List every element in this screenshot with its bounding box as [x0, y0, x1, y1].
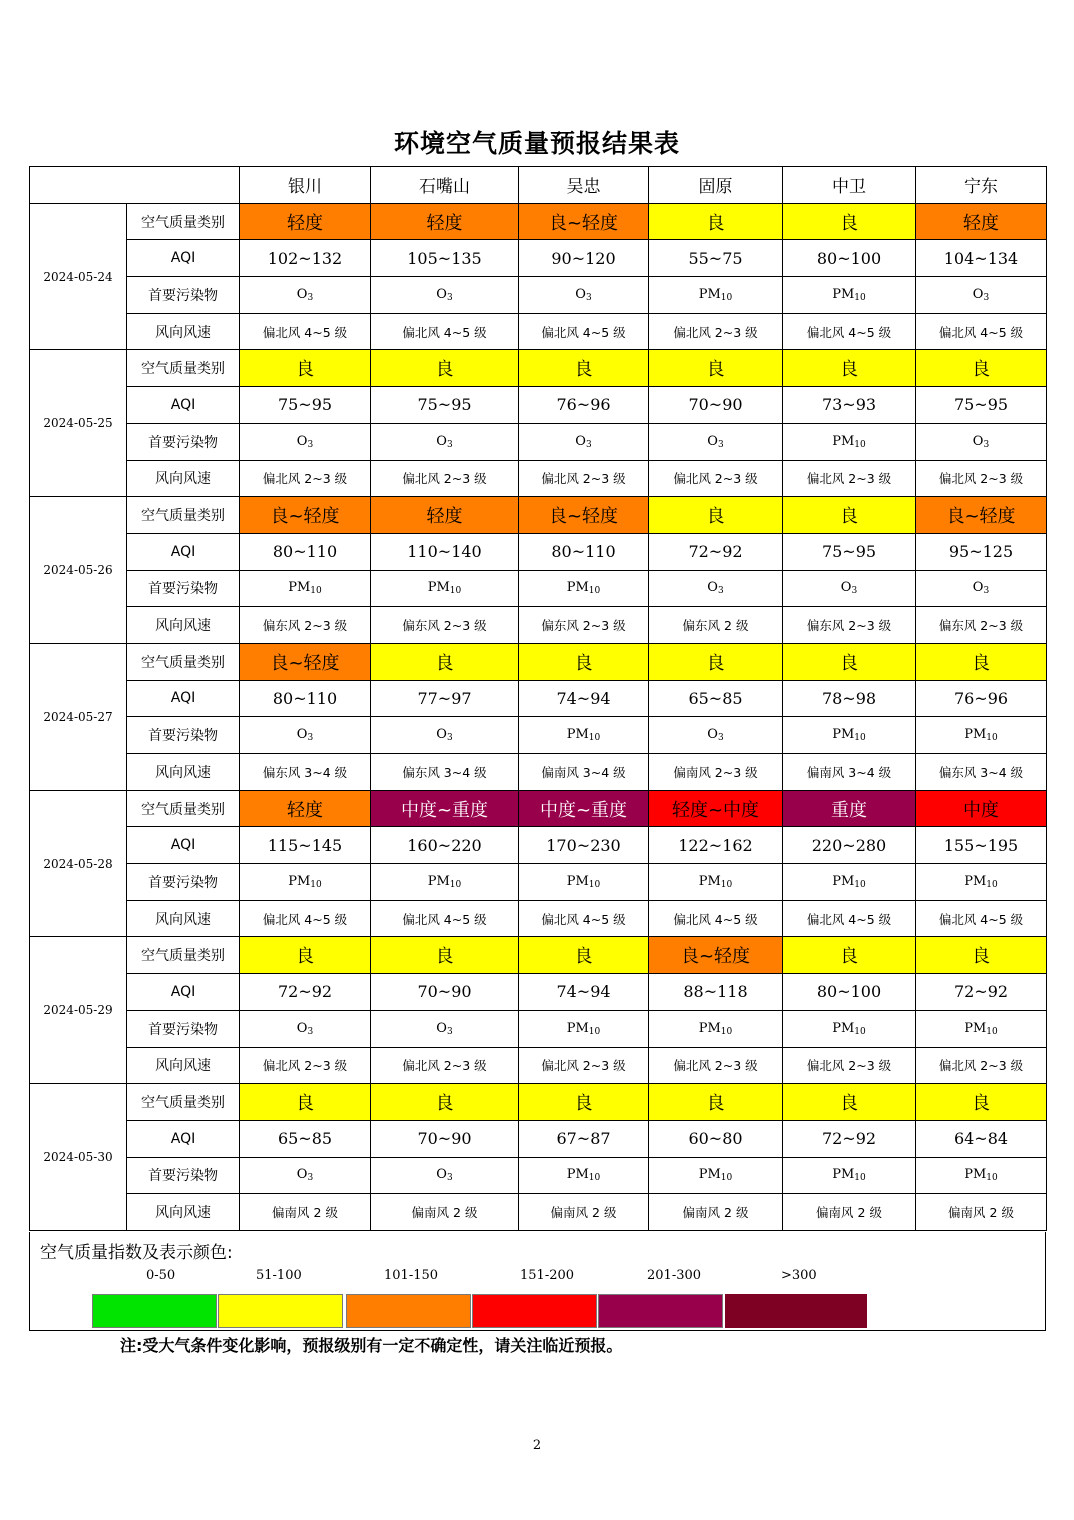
aqi-category-cell: 良 — [649, 643, 783, 680]
aqi-category-cell: 良 — [916, 350, 1047, 387]
aqi-value-cell: 75~95 — [783, 533, 916, 570]
row-label-category: 空气质量类别 — [127, 790, 240, 827]
pollutant-cell: $O_3$ — [649, 717, 783, 754]
pollutant-cell: $PM_{10}$ — [519, 1157, 649, 1194]
row-label-aqi: AQI — [127, 533, 240, 570]
table-row — [30, 754, 1047, 791]
aqi-legend — [29, 1232, 1046, 1331]
pollutant-cell: $PM_{10}$ — [519, 717, 649, 754]
forecast-table — [29, 166, 1047, 1231]
aqi-category-cell: 良 — [916, 937, 1047, 974]
pollutant-cell: $O_3$ — [649, 570, 783, 607]
table-row — [30, 533, 1047, 570]
legend-color-swatch — [598, 1294, 723, 1328]
pollutant-cell: $PM_{10}$ — [783, 717, 916, 754]
wind-cell: 偏北风 4~5 级 — [371, 313, 519, 350]
aqi-value-cell: 70~90 — [371, 1120, 519, 1157]
aqi-value-cell: 80~100 — [783, 974, 916, 1011]
aqi-category-cell: 良 — [783, 203, 916, 240]
table-row — [30, 643, 1047, 680]
aqi-category-cell: 良 — [240, 350, 371, 387]
row-label-category: 空气质量类别 — [127, 937, 240, 974]
row-label-wind: 风向风速 — [127, 754, 240, 791]
table-row — [30, 607, 1047, 644]
legend-color-swatch — [92, 1294, 217, 1328]
wind-cell: 偏北风 2~3 级 — [371, 1047, 519, 1084]
aqi-category-cell: 良 — [783, 643, 916, 680]
aqi-category-cell: 中度~重度 — [519, 790, 649, 827]
wind-cell: 偏东风 3~4 级 — [371, 754, 519, 791]
forecast-date: 2024-05-29 — [30, 937, 127, 1084]
aqi-category-cell: 轻度 — [371, 203, 519, 240]
pollutant-cell: $PM_{10}$ — [649, 864, 783, 901]
legend-range-label: 101-150 — [384, 1268, 439, 1283]
city-header: 中卫 — [783, 167, 916, 204]
aqi-value-cell: 78~98 — [783, 680, 916, 717]
wind-cell: 偏南风 3~4 级 — [783, 754, 916, 791]
row-label-pollutant: 首要污染物 — [127, 277, 240, 314]
wind-cell: 偏南风 2 级 — [916, 1194, 1047, 1231]
aqi-value-cell: 64~84 — [916, 1120, 1047, 1157]
aqi-category-cell: 良~轻度 — [916, 497, 1047, 534]
table-row — [30, 460, 1047, 497]
row-label-aqi: AQI — [127, 240, 240, 277]
pollutant-cell: $O_3$ — [649, 423, 783, 460]
aqi-value-cell: 60~80 — [649, 1120, 783, 1157]
aqi-category-cell: 重度 — [783, 790, 916, 827]
pollutant-cell: $O_3$ — [240, 1010, 371, 1047]
aqi-category-cell: 良 — [916, 1084, 1047, 1121]
row-label-aqi: AQI — [127, 974, 240, 1011]
table-row — [30, 313, 1047, 350]
aqi-value-cell: 67~87 — [519, 1120, 649, 1157]
pollutant-cell: $O_3$ — [371, 277, 519, 314]
table-row — [30, 1194, 1047, 1231]
pollutant-cell: $O_3$ — [371, 423, 519, 460]
aqi-value-cell: 220~280 — [783, 827, 916, 864]
wind-cell: 偏北风 2~3 级 — [649, 1047, 783, 1084]
wind-cell: 偏东风 2~3 级 — [371, 607, 519, 644]
aqi-category-cell: 良 — [240, 1084, 371, 1121]
pollutant-cell: $PM_{10}$ — [916, 864, 1047, 901]
table-row — [30, 790, 1047, 827]
legend-color-swatch — [218, 1294, 343, 1328]
wind-cell: 偏北风 2~3 级 — [519, 1047, 649, 1084]
table-row — [30, 497, 1047, 534]
city-header: 吴忠 — [519, 167, 649, 204]
row-label-wind: 风向风速 — [127, 313, 240, 350]
aqi-value-cell: 160~220 — [371, 827, 519, 864]
table-row — [30, 1047, 1047, 1084]
table-row — [30, 423, 1047, 460]
aqi-category-cell: 良 — [371, 643, 519, 680]
aqi-value-cell: 110~140 — [371, 533, 519, 570]
forecast-date: 2024-05-26 — [30, 497, 127, 644]
aqi-value-cell: 76~96 — [519, 387, 649, 424]
pollutant-cell: $PM_{10}$ — [519, 570, 649, 607]
legend-range-label: 151-200 — [520, 1268, 575, 1283]
wind-cell: 偏北风 4~5 级 — [240, 900, 371, 937]
pollutant-cell: $PM_{10}$ — [783, 277, 916, 314]
wind-cell: 偏南风 2 级 — [240, 1194, 371, 1231]
pollutant-cell: $O_3$ — [783, 570, 916, 607]
wind-cell: 偏南风 2 级 — [783, 1194, 916, 1231]
pollutant-cell: $O_3$ — [371, 1010, 519, 1047]
wind-cell: 偏北风 2~3 级 — [519, 460, 649, 497]
legend-range-label: 51-100 — [256, 1268, 302, 1283]
pollutant-cell: $PM_{10}$ — [240, 570, 371, 607]
wind-cell: 偏北风 2~3 级 — [783, 460, 916, 497]
wind-cell: 偏南风 2 级 — [649, 1194, 783, 1231]
wind-cell: 偏南风 3~4 级 — [519, 754, 649, 791]
legend-range-label: 201-300 — [647, 1268, 702, 1283]
aqi-value-cell: 76~96 — [916, 680, 1047, 717]
wind-cell: 偏北风 4~5 级 — [371, 900, 519, 937]
legend-range-label: 0-50 — [146, 1268, 176, 1283]
city-header: 宁东 — [916, 167, 1047, 204]
legend-color-swatch — [725, 1294, 867, 1328]
pollutant-cell: $PM_{10}$ — [649, 1010, 783, 1047]
aqi-category-cell: 良~轻度 — [240, 497, 371, 534]
wind-cell: 偏东风 3~4 级 — [916, 754, 1047, 791]
table-row — [30, 864, 1047, 901]
aqi-category-cell: 良 — [783, 497, 916, 534]
pollutant-cell: $O_3$ — [371, 1157, 519, 1194]
aqi-value-cell: 75~95 — [916, 387, 1047, 424]
city-header: 银川 — [240, 167, 371, 204]
wind-cell: 偏北风 4~5 级 — [783, 900, 916, 937]
forecast-date: 2024-05-28 — [30, 790, 127, 937]
forecast-date: 2024-05-24 — [30, 203, 127, 350]
wind-cell: 偏东风 2~3 级 — [783, 607, 916, 644]
wind-cell: 偏南风 2 级 — [371, 1194, 519, 1231]
aqi-value-cell: 72~92 — [783, 1120, 916, 1157]
pollutant-cell: $PM_{10}$ — [649, 1157, 783, 1194]
wind-cell: 偏北风 4~5 级 — [916, 900, 1047, 937]
aqi-category-cell: 良 — [916, 643, 1047, 680]
table-row — [30, 900, 1047, 937]
wind-cell: 偏北风 2~3 级 — [240, 460, 371, 497]
forecast-date: 2024-05-25 — [30, 350, 127, 497]
table-row — [30, 937, 1047, 974]
wind-cell: 偏北风 2~3 级 — [240, 1047, 371, 1084]
forecast-date: 2024-05-27 — [30, 643, 127, 790]
table-row — [30, 1084, 1047, 1121]
wind-cell: 偏东风 2~3 级 — [519, 607, 649, 644]
aqi-category-cell: 轻度 — [240, 790, 371, 827]
aqi-value-cell: 77~97 — [371, 680, 519, 717]
aqi-category-cell: 良~轻度 — [519, 203, 649, 240]
aqi-value-cell: 74~94 — [519, 680, 649, 717]
row-label-aqi: AQI — [127, 827, 240, 864]
pollutant-cell: $PM_{10}$ — [519, 1010, 649, 1047]
aqi-value-cell: 73~93 — [783, 387, 916, 424]
wind-cell: 偏北风 4~5 级 — [519, 313, 649, 350]
aqi-value-cell: 70~90 — [649, 387, 783, 424]
aqi-category-cell: 良 — [649, 497, 783, 534]
header-corner — [30, 167, 240, 204]
aqi-category-cell: 良 — [240, 937, 371, 974]
table-row — [30, 1157, 1047, 1194]
wind-cell: 偏北风 2~3 级 — [371, 460, 519, 497]
aqi-value-cell: 102~132 — [240, 240, 371, 277]
legend-color-swatch — [346, 1294, 471, 1328]
pollutant-cell: $PM_{10}$ — [240, 864, 371, 901]
aqi-category-cell: 良 — [783, 350, 916, 387]
city-header: 固原 — [649, 167, 783, 204]
wind-cell: 偏北风 4~5 级 — [916, 313, 1047, 350]
aqi-value-cell: 122~162 — [649, 827, 783, 864]
aqi-value-cell: 75~95 — [240, 387, 371, 424]
row-label-pollutant: 首要污染物 — [127, 1157, 240, 1194]
pollutant-cell: $PM_{10}$ — [783, 1157, 916, 1194]
forecast-date: 2024-05-30 — [30, 1084, 127, 1231]
aqi-category-cell: 良~轻度 — [240, 643, 371, 680]
wind-cell: 偏北风 2~3 级 — [649, 313, 783, 350]
row-label-aqi: AQI — [127, 387, 240, 424]
aqi-category-cell: 中度 — [916, 790, 1047, 827]
aqi-value-cell: 90~120 — [519, 240, 649, 277]
aqi-category-cell: 良 — [519, 350, 649, 387]
aqi-category-cell: 良 — [649, 1084, 783, 1121]
row-label-wind: 风向风速 — [127, 460, 240, 497]
pollutant-cell: $O_3$ — [240, 277, 371, 314]
aqi-category-cell: 轻度 — [371, 497, 519, 534]
row-label-category: 空气质量类别 — [127, 497, 240, 534]
header-row — [30, 167, 1047, 204]
pollutant-cell: $O_3$ — [240, 1157, 371, 1194]
aqi-category-cell: 良 — [649, 203, 783, 240]
wind-cell: 偏北风 4~5 级 — [519, 900, 649, 937]
row-label-wind: 风向风速 — [127, 1194, 240, 1231]
row-label-pollutant: 首要污染物 — [127, 1010, 240, 1047]
aqi-value-cell: 72~92 — [916, 974, 1047, 1011]
aqi-category-cell: 良~轻度 — [519, 497, 649, 534]
table-row — [30, 680, 1047, 717]
wind-cell: 偏北风 4~5 级 — [649, 900, 783, 937]
aqi-category-cell: 轻度 — [916, 203, 1047, 240]
row-label-category: 空气质量类别 — [127, 203, 240, 240]
row-label-aqi: AQI — [127, 1120, 240, 1157]
aqi-category-cell: 良 — [371, 350, 519, 387]
pollutant-cell: $PM_{10}$ — [371, 864, 519, 901]
pollutant-cell: $O_3$ — [240, 423, 371, 460]
row-label-category: 空气质量类别 — [127, 350, 240, 387]
row-label-category: 空气质量类别 — [127, 1084, 240, 1121]
aqi-value-cell: 72~92 — [240, 974, 371, 1011]
wind-cell: 偏北风 2~3 级 — [916, 1047, 1047, 1084]
aqi-value-cell: 104~134 — [916, 240, 1047, 277]
table-row — [30, 570, 1047, 607]
city-header: 石嘴山 — [371, 167, 519, 204]
aqi-category-cell: 良 — [783, 937, 916, 974]
wind-cell: 偏东风 3~4 级 — [240, 754, 371, 791]
aqi-value-cell: 105~135 — [371, 240, 519, 277]
row-label-category: 空气质量类别 — [127, 643, 240, 680]
wind-cell: 偏北风 2~3 级 — [916, 460, 1047, 497]
row-label-wind: 风向风速 — [127, 900, 240, 937]
row-label-wind: 风向风速 — [127, 607, 240, 644]
wind-cell: 偏南风 2 级 — [519, 1194, 649, 1231]
aqi-value-cell: 80~110 — [519, 533, 649, 570]
table-row — [30, 974, 1047, 1011]
pollutant-cell: $O_3$ — [916, 277, 1047, 314]
pollutant-cell: $PM_{10}$ — [371, 570, 519, 607]
aqi-value-cell: 55~75 — [649, 240, 783, 277]
aqi-value-cell: 74~94 — [519, 974, 649, 1011]
aqi-value-cell: 80~110 — [240, 533, 371, 570]
wind-cell: 偏北风 2~3 级 — [783, 1047, 916, 1084]
aqi-value-cell: 88~118 — [649, 974, 783, 1011]
legend-color-swatch — [472, 1294, 597, 1328]
table-row — [30, 350, 1047, 387]
aqi-value-cell: 155~195 — [916, 827, 1047, 864]
aqi-category-cell: 轻度 — [240, 203, 371, 240]
table-row — [30, 277, 1047, 314]
pollutant-cell: $PM_{10}$ — [916, 717, 1047, 754]
aqi-value-cell: 80~100 — [783, 240, 916, 277]
row-label-pollutant: 首要污染物 — [127, 864, 240, 901]
aqi-value-cell: 72~92 — [649, 533, 783, 570]
table-row — [30, 203, 1047, 240]
pollutant-cell: $PM_{10}$ — [783, 864, 916, 901]
pollutant-cell: $PM_{10}$ — [916, 1010, 1047, 1047]
row-label-pollutant: 首要污染物 — [127, 717, 240, 754]
pollutant-cell: $O_3$ — [916, 570, 1047, 607]
aqi-category-cell: 良 — [371, 937, 519, 974]
wind-cell: 偏南风 2~3 级 — [649, 754, 783, 791]
forecast-note: 注:受大气条件变化影响，预报级别有一定不确定性，请关注临近预报。 — [120, 1336, 623, 1355]
aqi-category-cell: 良 — [649, 350, 783, 387]
legend-title: 空气质量指数及表示颜色: — [40, 1243, 233, 1263]
aqi-value-cell: 170~230 — [519, 827, 649, 864]
row-label-wind: 风向风速 — [127, 1047, 240, 1084]
aqi-category-cell: 中度~重度 — [371, 790, 519, 827]
aqi-value-cell: 95~125 — [916, 533, 1047, 570]
wind-cell: 偏北风 4~5 级 — [783, 313, 916, 350]
pollutant-cell: $O_3$ — [519, 423, 649, 460]
table-row — [30, 1120, 1047, 1157]
pollutant-cell: $O_3$ — [519, 277, 649, 314]
pollutant-cell: $O_3$ — [916, 423, 1047, 460]
aqi-value-cell: 115~145 — [240, 827, 371, 864]
aqi-category-cell: 良~轻度 — [649, 937, 783, 974]
aqi-category-cell: 良 — [519, 1084, 649, 1121]
wind-cell: 偏东风 2 级 — [649, 607, 783, 644]
pollutant-cell: $O_3$ — [371, 717, 519, 754]
row-label-aqi: AQI — [127, 680, 240, 717]
pollutant-cell: $PM_{10}$ — [519, 864, 649, 901]
table-row — [30, 240, 1047, 277]
legend-range-label: >300 — [781, 1268, 817, 1283]
table-row — [30, 717, 1047, 754]
table-row — [30, 1010, 1047, 1047]
wind-cell: 偏东风 2~3 级 — [240, 607, 371, 644]
pollutant-cell: $PM_{10}$ — [916, 1157, 1047, 1194]
row-label-pollutant: 首要污染物 — [127, 423, 240, 460]
aqi-category-cell: 良 — [371, 1084, 519, 1121]
wind-cell: 偏东风 2~3 级 — [916, 607, 1047, 644]
aqi-category-cell: 良 — [519, 937, 649, 974]
table-row — [30, 827, 1047, 864]
pollutant-cell: $PM_{10}$ — [649, 277, 783, 314]
wind-cell: 偏北风 2~3 级 — [649, 460, 783, 497]
aqi-value-cell: 75~95 — [371, 387, 519, 424]
aqi-category-cell: 轻度~中度 — [649, 790, 783, 827]
aqi-category-cell: 良 — [519, 643, 649, 680]
wind-cell: 偏北风 4~5 级 — [240, 313, 371, 350]
aqi-value-cell: 70~90 — [371, 974, 519, 1011]
aqi-category-cell: 良 — [783, 1084, 916, 1121]
aqi-value-cell: 65~85 — [649, 680, 783, 717]
page-title: 环境空气质量预报结果表 — [393, 129, 680, 158]
pollutant-cell: $PM_{10}$ — [783, 423, 916, 460]
pollutant-cell: $PM_{10}$ — [783, 1010, 916, 1047]
table-row — [30, 387, 1047, 424]
aqi-value-cell: 80~110 — [240, 680, 371, 717]
row-label-pollutant: 首要污染物 — [127, 570, 240, 607]
page-number: 2 — [532, 1438, 542, 1453]
pollutant-cell: $O_3$ — [240, 717, 371, 754]
aqi-value-cell: 65~85 — [240, 1120, 371, 1157]
